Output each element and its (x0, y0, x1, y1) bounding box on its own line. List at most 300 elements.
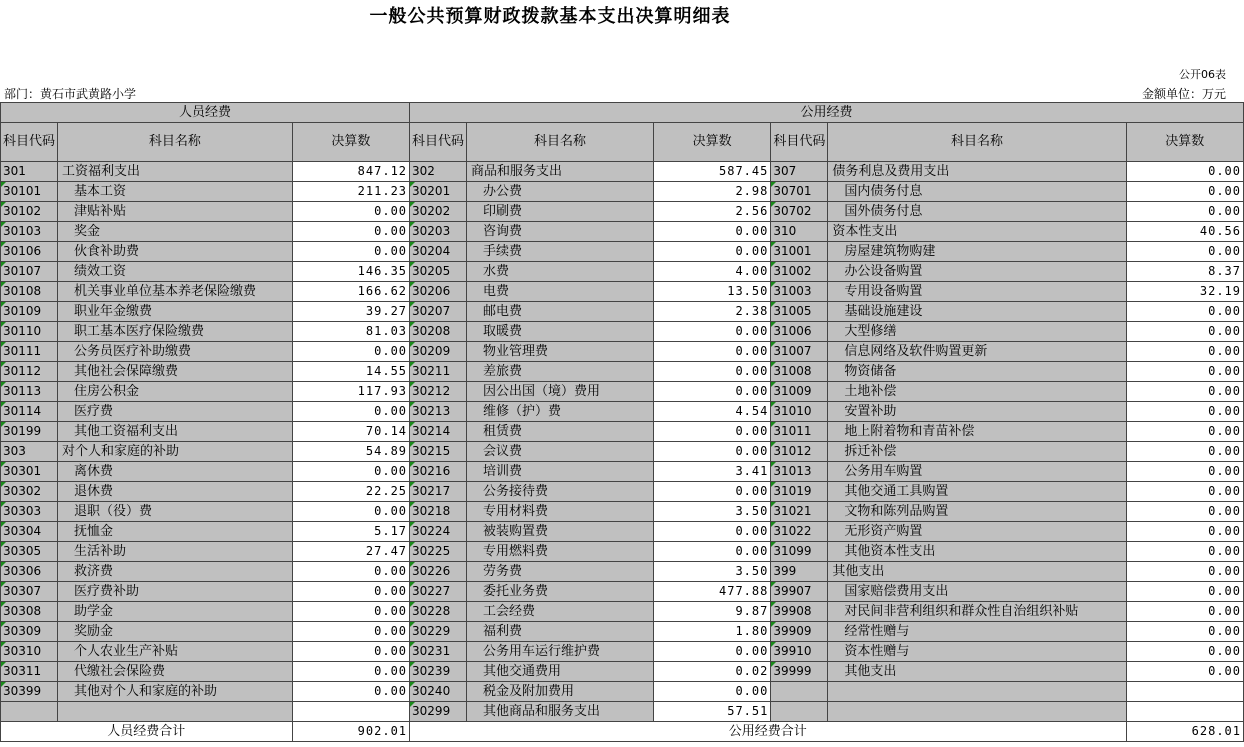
subject-name-cell: 退休费 (58, 482, 293, 502)
table-row (1, 242, 1244, 262)
amount-cell: 13.50 (653, 282, 770, 302)
subject-code-cell: 303 (1, 442, 58, 462)
subject-code-cell: 31006 (771, 322, 828, 342)
subject-code-cell: 30110 (1, 322, 58, 342)
subject-name-cell: 办公设备购置 (828, 262, 1126, 282)
subject-code-cell: 30218 (410, 502, 467, 522)
amount-cell: 57.51 (653, 702, 770, 722)
amount-cell: 0.00 (1126, 202, 1243, 222)
page-title: 一般公共预算财政拨款基本支出决算明细表 (369, 6, 731, 27)
table-row (1, 202, 1244, 222)
amount-cell: 27.47 (292, 542, 409, 562)
table-row (1, 362, 1244, 382)
subject-name-cell: 其他商品和服务支出 (467, 702, 654, 722)
subject-name-cell: 其他支出 (828, 662, 1126, 682)
subject-code-cell: 30199 (1, 422, 58, 442)
amount-cell: 0.00 (653, 482, 770, 502)
amount-cell: 0.00 (1126, 522, 1243, 542)
amount-cell: 40.56 (1126, 222, 1243, 242)
amount-cell: 2.98 (653, 182, 770, 202)
table-row (1, 322, 1244, 342)
subject-code-cell: 30109 (1, 302, 58, 322)
table-row (1, 602, 1244, 622)
table-row (1, 162, 1244, 182)
amount-cell: 39.27 (292, 302, 409, 322)
amount-cell: 0.00 (1126, 162, 1243, 182)
subject-code-cell: 30113 (1, 382, 58, 402)
subject-code-cell: 30228 (410, 602, 467, 622)
amount-cell (292, 702, 409, 722)
table-row (1, 702, 1244, 722)
amount-cell: 0.00 (653, 422, 770, 442)
subject-code-cell: 30701 (771, 182, 828, 202)
table-row (1, 482, 1244, 502)
subject-code-cell: 30209 (410, 342, 467, 362)
subject-code-cell: 30702 (771, 202, 828, 222)
subject-code-cell: 30108 (1, 282, 58, 302)
subject-code-cell: 30299 (410, 702, 467, 722)
amount-cell: 0.00 (292, 222, 409, 242)
subject-name-cell: 医疗费 (58, 402, 293, 422)
subject-code-cell: 31008 (771, 362, 828, 382)
subject-code-cell: 30239 (410, 662, 467, 682)
table-row (1, 542, 1244, 562)
subject-code-cell: 30207 (410, 302, 467, 322)
table-row (1, 262, 1244, 282)
subject-code-cell: 30206 (410, 282, 467, 302)
subject-code-cell: 31099 (771, 542, 828, 562)
subject-code-cell: 30213 (410, 402, 467, 422)
table-row (1, 662, 1244, 682)
subject-name-cell: 工会经费 (467, 602, 654, 622)
subject-code-cell: 307 (771, 162, 828, 182)
amount-cell: 0.00 (1126, 302, 1243, 322)
subject-code-cell: 399 (771, 562, 828, 582)
subject-name-cell: 对个人和家庭的补助 (58, 442, 293, 462)
subject-name-cell: 基本工资 (58, 182, 293, 202)
subject-name-cell: 国家赔偿费用支出 (828, 582, 1126, 602)
subject-name-cell: 资本性赠与 (828, 642, 1126, 662)
amount-cell: 0.00 (1126, 662, 1243, 682)
subject-code-cell: 30303 (1, 502, 58, 522)
amount-cell: 0.00 (1126, 382, 1243, 402)
subject-name-cell: 大型修缮 (828, 322, 1126, 342)
amount-cell: 0.00 (1126, 322, 1243, 342)
amount-cell: 3.50 (653, 502, 770, 522)
table-body (1, 162, 1244, 722)
subject-code-cell: 31010 (771, 402, 828, 422)
subject-code-cell: 30203 (410, 222, 467, 242)
subject-name-cell: 公务用车运行维护费 (467, 642, 654, 662)
amount-cell: 0.00 (1126, 422, 1243, 442)
amount-cell: 1.80 (653, 622, 770, 642)
subject-name-cell: 被装购置费 (467, 522, 654, 542)
amount-cell: 847.12 (292, 162, 409, 182)
subject-name-cell: 住房公积金 (58, 382, 293, 402)
subject-name-cell: 机关事业单位基本养老保险缴费 (58, 282, 293, 302)
amount-cell: 0.00 (292, 682, 409, 702)
subject-name-cell: 差旅费 (467, 362, 654, 382)
subject-name-cell: 电费 (467, 282, 654, 302)
subject-code-cell: 30224 (410, 522, 467, 542)
amount-cell: 9.87 (653, 602, 770, 622)
amount-cell: 0.00 (292, 402, 409, 422)
table-row (1, 422, 1244, 442)
subject-name-cell: 代缴社会保险费 (58, 662, 293, 682)
amount-header: 决算数 (1126, 123, 1243, 162)
amount-cell: 0.00 (653, 642, 770, 662)
subject-name-cell: 退职（役）费 (58, 502, 293, 522)
subject-name-cell: 物资储备 (828, 362, 1126, 382)
amount-cell: 0.00 (292, 242, 409, 262)
subject-name-cell: 助学金 (58, 602, 293, 622)
amount-cell: 0.00 (1126, 242, 1243, 262)
subject-name-cell: 经常性赠与 (828, 622, 1126, 642)
subject-code-cell: 30229 (410, 622, 467, 642)
subject-code-cell: 30201 (410, 182, 467, 202)
expenditure-table (0, 102, 1244, 742)
amount-cell (1126, 702, 1243, 722)
public-header: 公用经费 (410, 103, 1244, 123)
subject-code-cell: 30304 (1, 522, 58, 542)
table-row (1, 282, 1244, 302)
amount-cell: 0.00 (653, 342, 770, 362)
subject-name-cell: 邮电费 (467, 302, 654, 322)
subject-name-cell: 专用设备购置 (828, 282, 1126, 302)
table-row (1, 562, 1244, 582)
subject-code-cell: 30308 (1, 602, 58, 622)
table-row (1, 502, 1244, 522)
amount-header: 决算数 (653, 123, 770, 162)
amount-cell: 5.17 (292, 522, 409, 542)
subject-code-cell: 31011 (771, 422, 828, 442)
table-row (1, 402, 1244, 422)
subject-name-cell: 其他交通费用 (467, 662, 654, 682)
code-header: 科目代码 (1, 123, 58, 162)
subject-code-cell: 30214 (410, 422, 467, 442)
amount-cell: 587.45 (653, 162, 770, 182)
subject-code-cell: 31002 (771, 262, 828, 282)
subject-name-cell: 公务用车购置 (828, 462, 1126, 482)
amount-cell: 32.19 (1126, 282, 1243, 302)
subject-name-cell: 奖金 (58, 222, 293, 242)
table-row (1, 302, 1244, 322)
subject-code-cell: 31001 (771, 242, 828, 262)
subject-code-cell: 30309 (1, 622, 58, 642)
subject-name-cell: 绩效工资 (58, 262, 293, 282)
subject-name-cell: 房屋建筑物购建 (828, 242, 1126, 262)
subject-name-cell: 取暖费 (467, 322, 654, 342)
amount-cell: 70.14 (292, 422, 409, 442)
table-row (1, 442, 1244, 462)
subject-name-cell: 津贴补贴 (58, 202, 293, 222)
subject-name-cell: 无形资产购置 (828, 522, 1126, 542)
subject-name-cell: 离休费 (58, 462, 293, 482)
amount-cell: 0.00 (292, 662, 409, 682)
subject-name-cell (828, 682, 1126, 702)
subject-code-cell: 302 (410, 162, 467, 182)
amount-cell: 8.37 (1126, 262, 1243, 282)
subject-name-cell: 培训费 (467, 462, 654, 482)
name-header: 科目名称 (467, 123, 654, 162)
table-row (1, 182, 1244, 202)
amount-cell: 0.00 (1126, 562, 1243, 582)
subject-code-cell: 31009 (771, 382, 828, 402)
subject-name-cell: 安置补助 (828, 402, 1126, 422)
subject-name-cell: 维修（护）费 (467, 402, 654, 422)
subject-code-cell: 30301 (1, 462, 58, 482)
subject-name-cell: 因公出国（境）费用 (467, 382, 654, 402)
code-header: 科目代码 (771, 123, 828, 162)
subject-code-cell: 31021 (771, 502, 828, 522)
subject-name-cell: 土地补偿 (828, 382, 1126, 402)
subject-name-cell: 其他交通工具购置 (828, 482, 1126, 502)
subject-name-cell: 伙食补助费 (58, 242, 293, 262)
subject-code-cell: 31003 (771, 282, 828, 302)
amount-cell: 0.00 (292, 642, 409, 662)
subject-name-cell: 专用燃料费 (467, 542, 654, 562)
amount-cell: 0.00 (653, 382, 770, 402)
amount-cell: 0.00 (653, 322, 770, 342)
subject-name-cell: 其他对个人和家庭的补助 (58, 682, 293, 702)
table-row (1, 382, 1244, 402)
subject-name-cell: 印刷费 (467, 202, 654, 222)
amount-cell: 0.00 (1126, 602, 1243, 622)
subject-code-cell: 31022 (771, 522, 828, 542)
subject-name-cell: 会议费 (467, 442, 654, 462)
amount-cell: 4.00 (653, 262, 770, 282)
subject-name-cell: 国外债务付息 (828, 202, 1126, 222)
amount-cell: 0.00 (1126, 642, 1243, 662)
amount-cell: 0.00 (292, 202, 409, 222)
table-row (1, 462, 1244, 482)
amount-cell (1126, 682, 1243, 702)
subject-code-cell: 301 (1, 162, 58, 182)
subject-code-cell: 30217 (410, 482, 467, 502)
subject-code-cell: 30107 (1, 262, 58, 282)
amount-cell: 0.02 (653, 662, 770, 682)
subject-name-cell: 委托业务费 (467, 582, 654, 602)
subject-code-cell: 39910 (771, 642, 828, 662)
subject-name-cell: 租赁费 (467, 422, 654, 442)
unit-label: 金额单位：万元 (1141, 87, 1226, 101)
name-header: 科目名称 (58, 123, 293, 162)
amount-cell: 0.00 (1126, 182, 1243, 202)
amount-cell: 0.00 (1126, 582, 1243, 602)
subject-code-cell: 30231 (410, 642, 467, 662)
subject-code-cell: 39999 (771, 662, 828, 682)
amount-cell: 0.00 (653, 242, 770, 262)
personnel-header: 人员经费 (1, 103, 410, 123)
subject-name-cell: 福利费 (467, 622, 654, 642)
amount-cell: 54.89 (292, 442, 409, 462)
subject-code-cell: 310 (771, 222, 828, 242)
subject-name-cell: 其他社会保障缴费 (58, 362, 293, 382)
subject-code-cell: 30204 (410, 242, 467, 262)
department-label: 部门：黄石市武黄路小学 (4, 87, 137, 101)
subject-name-cell: 公务接待费 (467, 482, 654, 502)
personnel-total-value: 902.01 (292, 722, 409, 742)
subject-code-cell: 30101 (1, 182, 58, 202)
subject-code-cell: 39909 (771, 622, 828, 642)
amount-cell: 0.00 (292, 602, 409, 622)
amount-cell: 0.00 (1126, 462, 1243, 482)
subject-name-cell: 资本性支出 (828, 222, 1126, 242)
subject-code-cell: 30226 (410, 562, 467, 582)
amount-cell: 0.00 (292, 502, 409, 522)
subject-name-cell: 公务员医疗补助缴费 (58, 342, 293, 362)
subject-code-cell: 30227 (410, 582, 467, 602)
subject-name-cell: 水费 (467, 262, 654, 282)
subject-name-cell: 其他支出 (828, 562, 1126, 582)
subject-code-cell (1, 702, 58, 722)
subject-name-cell: 信息网络及软件购置更新 (828, 342, 1126, 362)
subject-code-cell: 30211 (410, 362, 467, 382)
amount-cell: 117.93 (292, 382, 409, 402)
amount-cell: 22.25 (292, 482, 409, 502)
subject-code-cell: 30306 (1, 562, 58, 582)
amount-cell: 4.54 (653, 402, 770, 422)
subject-name-cell: 职工基本医疗保险缴费 (58, 322, 293, 342)
subject-code-cell: 30311 (1, 662, 58, 682)
public-total-value: 628.01 (1126, 722, 1243, 742)
subject-code-cell: 30202 (410, 202, 467, 222)
subject-code-cell: 30106 (1, 242, 58, 262)
code-header: 科目代码 (410, 123, 467, 162)
amount-cell: 0.00 (653, 522, 770, 542)
amount-cell: 0.00 (292, 342, 409, 362)
subject-name-cell: 咨询费 (467, 222, 654, 242)
amount-cell: 0.00 (292, 562, 409, 582)
amount-cell: 0.00 (1126, 342, 1243, 362)
amount-cell: 0.00 (653, 542, 770, 562)
table-row (1, 342, 1244, 362)
subject-name-cell: 医疗费补助 (58, 582, 293, 602)
subject-code-cell: 30305 (1, 542, 58, 562)
subject-name-cell: 拆迁补偿 (828, 442, 1126, 462)
subject-name-cell (828, 702, 1126, 722)
subject-code-cell (771, 702, 828, 722)
subject-name-cell: 国内债务付息 (828, 182, 1126, 202)
amount-cell: 0.00 (1126, 402, 1243, 422)
subject-code-cell: 30208 (410, 322, 467, 342)
amount-cell: 2.38 (653, 302, 770, 322)
subject-name-cell: 职业年金缴费 (58, 302, 293, 322)
amount-cell: 0.00 (1126, 482, 1243, 502)
subject-code-cell: 30212 (410, 382, 467, 402)
table-row (1, 222, 1244, 242)
subject-code-cell: 30103 (1, 222, 58, 242)
subject-code-cell: 39907 (771, 582, 828, 602)
amount-cell: 0.00 (1126, 442, 1243, 462)
amount-cell: 0.00 (1126, 622, 1243, 642)
subject-code-cell: 31012 (771, 442, 828, 462)
subject-code-cell: 30112 (1, 362, 58, 382)
subject-code-cell: 30307 (1, 582, 58, 602)
subject-name-cell: 对民间非营利组织和群众性自治组织补贴 (828, 602, 1126, 622)
subject-name-cell: 个人农业生产补贴 (58, 642, 293, 662)
subject-code-cell: 30310 (1, 642, 58, 662)
personnel-total-label: 人员经费合计 (1, 722, 293, 742)
subject-name-cell: 商品和服务支出 (467, 162, 654, 182)
amount-cell: 211.23 (292, 182, 409, 202)
subject-name-cell: 奖励金 (58, 622, 293, 642)
amount-cell: 0.00 (1126, 502, 1243, 522)
subject-name-cell: 文物和陈列品购置 (828, 502, 1126, 522)
amount-cell: 3.41 (653, 462, 770, 482)
amount-cell: 0.00 (1126, 542, 1243, 562)
subject-name-cell: 办公费 (467, 182, 654, 202)
subject-code-cell: 31013 (771, 462, 828, 482)
amount-cell: 0.00 (653, 682, 770, 702)
subject-code-cell: 30240 (410, 682, 467, 702)
subject-code-cell: 30111 (1, 342, 58, 362)
amount-cell: 166.62 (292, 282, 409, 302)
subject-code-cell: 39908 (771, 602, 828, 622)
amount-cell: 0.00 (653, 442, 770, 462)
subject-name-cell (58, 702, 293, 722)
table-code: 公开06表 (1179, 68, 1226, 81)
subject-name-cell: 债务利息及费用支出 (828, 162, 1126, 182)
subject-code-cell: 30399 (1, 682, 58, 702)
subject-name-cell: 工资福利支出 (58, 162, 293, 182)
amount-cell: 0.00 (292, 582, 409, 602)
amount-cell: 14.55 (292, 362, 409, 382)
public-total-label: 公用经费合计 (410, 722, 1126, 742)
table-row (1, 582, 1244, 602)
subject-name-cell: 救济费 (58, 562, 293, 582)
subject-name-cell: 劳务费 (467, 562, 654, 582)
subject-code-cell: 31005 (771, 302, 828, 322)
subject-code-cell: 30216 (410, 462, 467, 482)
subject-name-cell: 基础设施建设 (828, 302, 1126, 322)
subject-code-cell: 30102 (1, 202, 58, 222)
table-row (1, 522, 1244, 542)
amount-cell: 0.00 (292, 462, 409, 482)
subject-name-cell: 手续费 (467, 242, 654, 262)
subject-name-cell: 地上附着物和青苗补偿 (828, 422, 1126, 442)
subject-name-cell: 其他工资福利支出 (58, 422, 293, 442)
subject-name-cell: 抚恤金 (58, 522, 293, 542)
subject-name-cell: 物业管理费 (467, 342, 654, 362)
name-header: 科目名称 (828, 123, 1126, 162)
amount-cell: 146.35 (292, 262, 409, 282)
amount-cell: 0.00 (653, 222, 770, 242)
subject-name-cell: 生活补助 (58, 542, 293, 562)
table-row (1, 682, 1244, 702)
subject-code-cell (771, 682, 828, 702)
amount-header: 决算数 (292, 123, 409, 162)
subject-name-cell: 专用材料费 (467, 502, 654, 522)
amount-cell: 0.00 (292, 622, 409, 642)
table-row (1, 622, 1244, 642)
amount-cell: 81.03 (292, 322, 409, 342)
subject-code-cell: 30114 (1, 402, 58, 422)
table-row (1, 642, 1244, 662)
subject-code-cell: 30302 (1, 482, 58, 502)
subject-code-cell: 30215 (410, 442, 467, 462)
subject-code-cell: 31019 (771, 482, 828, 502)
amount-cell: 0.00 (653, 362, 770, 382)
subject-code-cell: 31007 (771, 342, 828, 362)
subject-code-cell: 30225 (410, 542, 467, 562)
amount-cell: 0.00 (1126, 362, 1243, 382)
subject-name-cell: 税金及附加费用 (467, 682, 654, 702)
amount-cell: 2.56 (653, 202, 770, 222)
subject-code-cell: 30205 (410, 262, 467, 282)
amount-cell: 3.50 (653, 562, 770, 582)
amount-cell: 477.88 (653, 582, 770, 602)
